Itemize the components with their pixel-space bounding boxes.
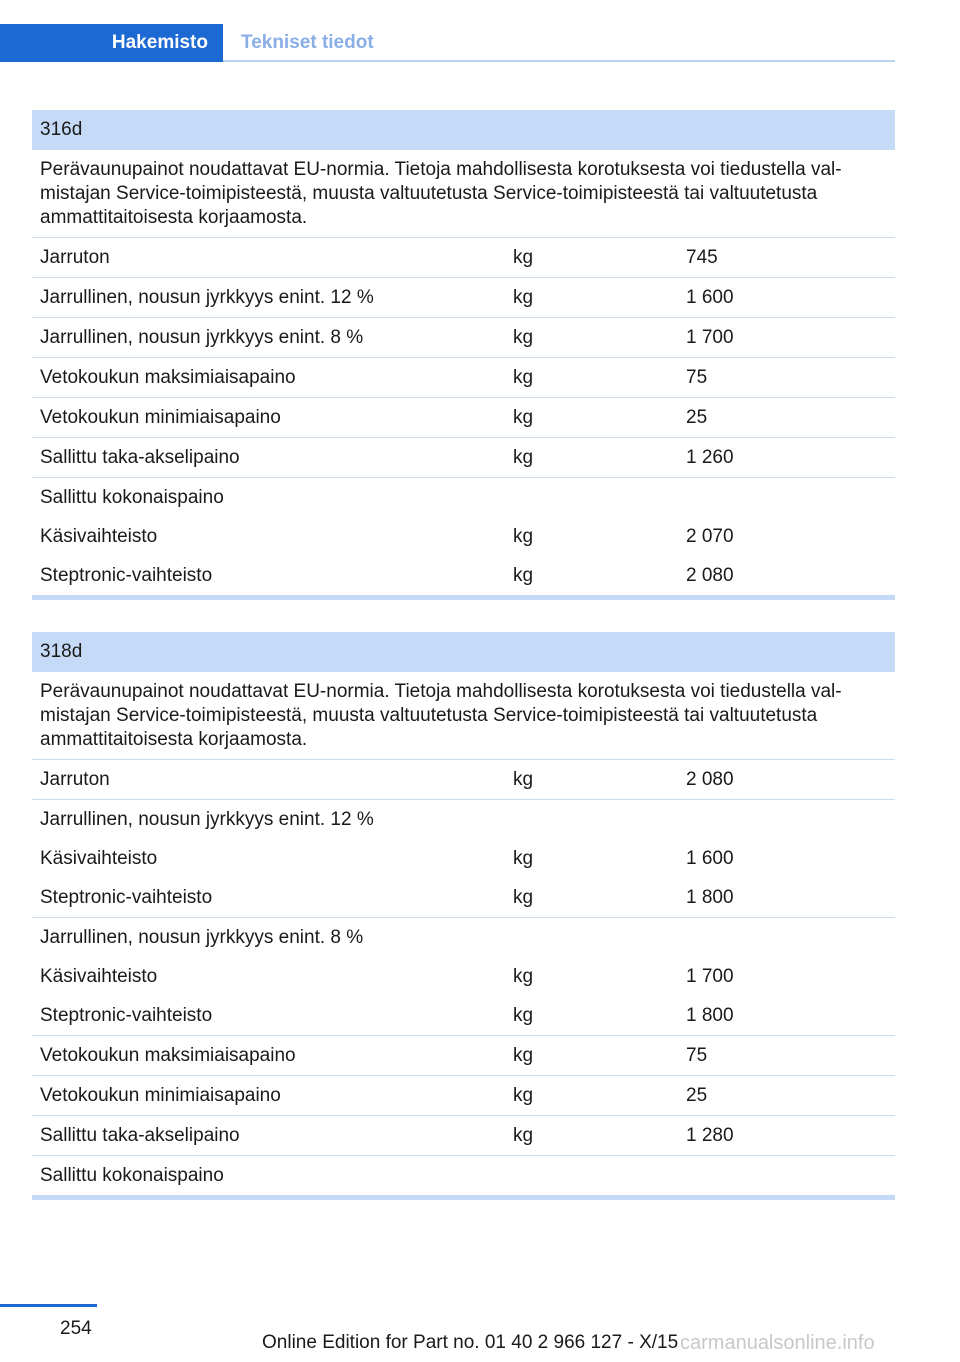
section-note: Perävaunupainot noudattavat EU-normia. Tietoja mahdollisesta korotuksesta voi tiedustella valmistajan Service-toimipisteestä, muusta valtuutetusta Service-toimipisteestä tai valtuutetusta ammattitaitoisesta korjaamosta. <box>40 681 842 750</box>
table-row <box>32 277 895 317</box>
row-unit: kg <box>513 407 534 428</box>
row-unit: kg <box>513 848 534 869</box>
row-unit: kg <box>513 526 534 547</box>
table-row <box>32 878 895 917</box>
row-unit: kg <box>513 287 534 308</box>
section-note: Perävaunupainot noudattavat EU-normia. Tietoja mahdollisesta korotuksesta voi tiedustella valmistajan Service-toimipisteestä, muusta valtuutetusta Service-toimipisteestä tai valtuutetusta ammattitaitoisesta korjaamosta. <box>40 159 842 228</box>
row-value: 2 070 <box>686 526 734 547</box>
table-row <box>32 957 895 996</box>
row-value: 1 700 <box>686 966 734 987</box>
row-value: 1 260 <box>686 447 734 468</box>
footer-accent-line <box>0 1304 97 1307</box>
table-row <box>32 996 895 1035</box>
tab-tekniset-tiedot[interactable]: Tekniset tiedot <box>241 32 374 53</box>
table-row <box>32 397 895 437</box>
row-value: 1 600 <box>686 848 734 869</box>
row-label: Jarrullinen, nousun jyrkkyys enint. 12 % <box>40 809 374 830</box>
edition-text: Online Edition for Part no. 01 40 2 966 127 - X/15 <box>262 1332 679 1353</box>
row-value: 75 <box>686 367 708 388</box>
row-label: Käsivaihteisto <box>40 966 158 987</box>
tab-hakemisto[interactable]: Hakemisto <box>0 24 223 62</box>
table-row <box>32 799 895 839</box>
row-label: Steptronic-vaihteisto <box>40 1005 213 1026</box>
row-unit: kg <box>513 1045 534 1066</box>
row-value: 2 080 <box>686 565 734 586</box>
table-row <box>32 556 895 595</box>
table-row <box>32 1035 895 1075</box>
header-rule <box>223 60 895 62</box>
row-value: 2 080 <box>686 769 734 790</box>
row-value: 25 <box>686 1085 708 1106</box>
row-value: 1 800 <box>686 1005 734 1026</box>
table-row <box>32 1115 895 1155</box>
row-unit: kg <box>513 1005 534 1026</box>
row-unit: kg <box>513 367 534 388</box>
row-label: Vetokoukun minimiaisapaino <box>40 407 281 428</box>
table-row <box>32 759 895 799</box>
spec-table-316d <box>32 110 895 600</box>
row-value: 1 700 <box>686 327 734 348</box>
row-label: Jarrullinen, nousun jyrkkyys enint. 12 % <box>40 287 374 308</box>
table-row <box>32 517 895 556</box>
table-row <box>32 477 895 517</box>
row-label: Sallittu kokonaispaino <box>40 487 224 508</box>
page-number: 254 <box>60 1318 92 1339</box>
header-bar <box>0 24 895 62</box>
row-label: Sallittu taka-akselipaino <box>40 1125 240 1146</box>
section-end-rule <box>32 1195 895 1200</box>
table-row <box>32 437 895 477</box>
row-label: Jarruton <box>40 247 110 268</box>
table-row <box>32 317 895 357</box>
watermark: carmanualsonline.info <box>680 1332 875 1354</box>
row-unit: kg <box>513 247 534 268</box>
row-value: 1 800 <box>686 887 734 908</box>
row-value: 745 <box>686 247 718 268</box>
table-row <box>32 1155 895 1195</box>
row-label: Jarrullinen, nousun jyrkkyys enint. 8 % <box>40 927 364 948</box>
row-label: Sallittu kokonaispaino <box>40 1165 224 1186</box>
row-label: Jarrullinen, nousun jyrkkyys enint. 8 % <box>40 327 364 348</box>
row-unit: kg <box>513 1125 534 1146</box>
section-title: 318d <box>32 632 895 672</box>
row-label: Sallittu taka-akselipaino <box>40 447 240 468</box>
row-unit: kg <box>513 966 534 987</box>
spec-table-318d <box>32 632 895 1200</box>
row-label: Käsivaihteisto <box>40 848 158 869</box>
row-unit: kg <box>513 1085 534 1106</box>
row-label: Käsivaihteisto <box>40 526 158 547</box>
row-value: 1 600 <box>686 287 734 308</box>
row-label: Vetokoukun maksimiaisapaino <box>40 367 296 388</box>
row-label: Steptronic-vaihteisto <box>40 887 213 908</box>
row-label: Jarruton <box>40 769 110 790</box>
table-row <box>32 839 895 878</box>
table-row <box>32 357 895 397</box>
row-value: 1 280 <box>686 1125 734 1146</box>
row-unit: kg <box>513 769 534 790</box>
table-row <box>32 237 895 277</box>
section-title: 316d <box>32 110 895 150</box>
row-label: Vetokoukun minimiaisapaino <box>40 1085 281 1106</box>
row-unit: kg <box>513 327 534 348</box>
row-unit: kg <box>513 887 534 908</box>
row-label: Steptronic-vaihteisto <box>40 565 213 586</box>
row-unit: kg <box>513 447 534 468</box>
table-row <box>32 917 895 957</box>
row-label: Vetokoukun maksimiaisapaino <box>40 1045 296 1066</box>
table-row <box>32 1075 895 1115</box>
row-unit: kg <box>513 565 534 586</box>
row-value: 25 <box>686 407 708 428</box>
section-end-rule <box>32 595 895 600</box>
row-value: 75 <box>686 1045 708 1066</box>
